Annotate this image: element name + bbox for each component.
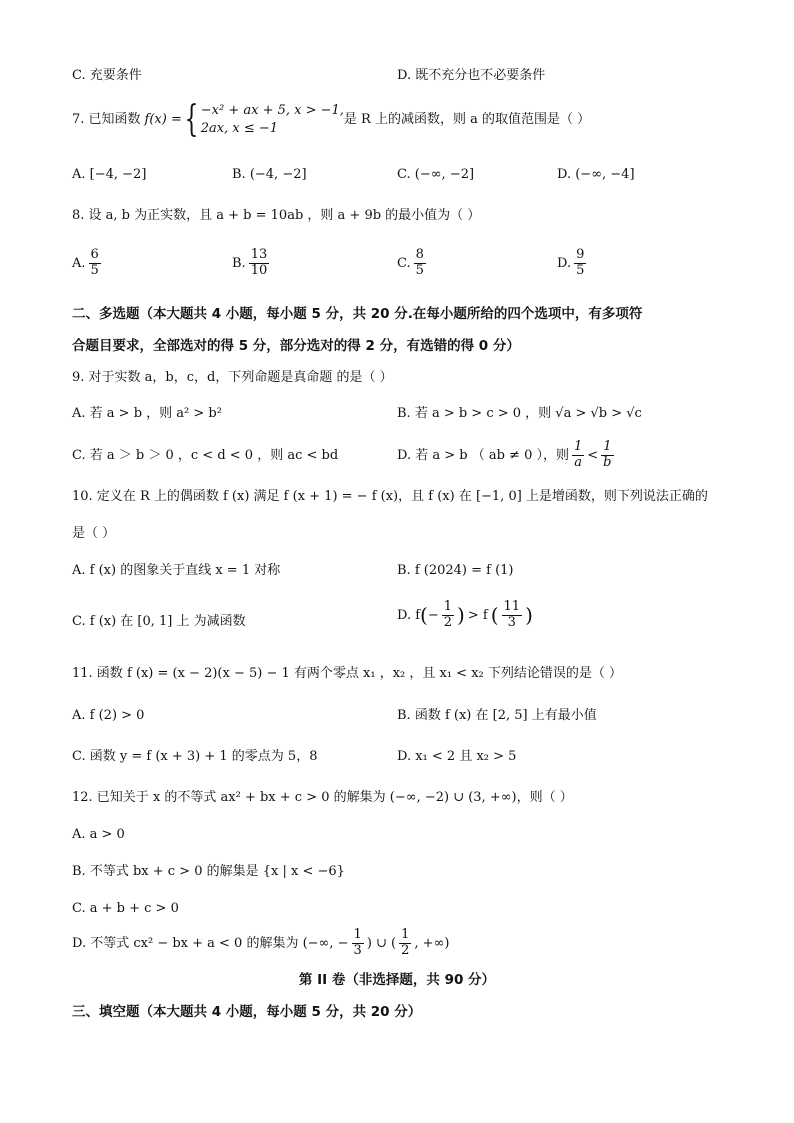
q10-option-d-mid: > f	[467, 607, 488, 623]
q12-option-d-post: , +∞)	[414, 935, 450, 951]
q10-option-d-num2: 11	[503, 599, 521, 614]
q9-option-d-den1: a	[574, 454, 582, 470]
q9-option-d-num1: 1	[573, 439, 583, 454]
q10-option-a: A. f (x) 的图象关于直线 x = 1 对称	[72, 563, 281, 578]
q9-option-b: B. 若 a > b > c > 0 ，则 √a > √b > √c	[397, 406, 642, 421]
q12-option-d-den2: 2	[401, 942, 410, 958]
q7-case-2: 2ax, x ≤ −1	[200, 121, 279, 136]
section2-heading-line2: 合题目要求，全部选对的得 5 分，部分选对的得 2 分，有选错的得 0 分）	[72, 338, 520, 354]
q8-option-c-den: 5	[415, 262, 424, 278]
q6-option-d: D. 既不充分也不必要条件	[397, 68, 546, 83]
q11-option-d: D. x₁ < 2 且 x₂ > 5	[397, 749, 517, 764]
q10-option-d: D. f ( − $\frac{1}{2}$ ) > f ( $\frac{11}{3}$ )	[397, 599, 533, 630]
q8-option-a	[72, 248, 104, 279]
q7-stem	[72, 99, 591, 140]
q8-option-b-den: 10	[250, 262, 268, 278]
q7-prefix: 7. 已知函数	[72, 112, 141, 128]
q7-case-1: −x² + ax + 5, x > −1,	[200, 103, 344, 119]
q8-option-a-num: 6	[90, 247, 99, 262]
q7-option-b: B. (−4, −2]	[232, 167, 307, 182]
q7-piecewise	[182, 99, 344, 140]
q12-option-b: B. 不等式 bx + c > 0 的解集是 {x | x < −6}	[72, 864, 345, 879]
section3-heading: 三、填空题（本大题共 4 小题，每小题 5 分，共 20 分）	[72, 1004, 422, 1020]
q12-option-d-pre: D. 不等式 cx² − bx + a < 0 的解集为 (−∞, −	[72, 935, 349, 951]
q7-option-c: C. (−∞, −2]	[397, 167, 475, 182]
q9-option-d-lt: <	[587, 447, 599, 463]
q7-brace: {	[184, 99, 199, 140]
q8-option-d-den: 5	[576, 262, 585, 278]
q8-option-d-num: 9	[576, 247, 585, 262]
part2-title: 第 II 卷（非选择题，共 90 分）	[298, 972, 496, 988]
q8-option-d-label: D.	[557, 255, 572, 271]
q8-option-b-label: B.	[232, 255, 246, 271]
q10-option-d-den1: 2	[443, 614, 453, 630]
q7-func: f(x) =	[144, 112, 182, 128]
q10-option-b: B. f (2024) = f (1)	[397, 563, 514, 578]
q6-option-c: C. 充要条件	[72, 68, 142, 83]
q10-option-d-pre: D. f	[397, 607, 421, 623]
q8-option-c-label: C.	[397, 255, 411, 271]
q12-option-d-num2: 1	[401, 927, 410, 942]
q12-option-c: C. a + b + c > 0	[72, 901, 179, 916]
q8-option-c	[397, 248, 429, 279]
q11-option-c: C. 函数 y = f (x + 3) + 1 的零点为 5，8	[72, 749, 318, 764]
q9-option-a: A. 若 a > b ，则 a² > b²	[72, 406, 222, 421]
q11-option-a: A. f (2) > 0	[72, 708, 145, 723]
q11-stem: 11. 函数 f (x) = (x − 2)(x − 5) − 1 有两个零点 x₁ ，x₂ ，且 x₁ < x₂ 下列结论错误的是（ ）	[72, 666, 623, 681]
q12-option-d	[72, 928, 449, 959]
q10-option-c: C. f (x) 在 [0, 1] 上 为减函数	[72, 614, 246, 629]
q12-option-d-num1: 1	[353, 927, 362, 942]
q12-stem: 12. 已知关于 x 的不等式 ax² + bx + c > 0 的解集为 (−∞, −2) ∪ (3, +∞)，则（ ）	[72, 790, 573, 805]
q10-option-d-den2: 3	[507, 614, 516, 630]
q8-option-a-den: 5	[90, 262, 99, 278]
q7-option-d: D. (−∞, −4]	[557, 167, 635, 182]
q8-option-a-label: A.	[72, 255, 86, 271]
q12-option-a: A. a > 0	[72, 827, 125, 842]
q9-option-d	[397, 440, 617, 471]
q7-suffix: 是 R 上的减函数，则 a 的取值范围是（ ）	[343, 112, 591, 128]
q10-stem-line2: 是（ ）	[72, 526, 116, 541]
q8-option-b	[232, 248, 272, 279]
q9-option-d-text: D. 若 a > b （ ab ≠ 0 ），则	[397, 447, 569, 463]
q10-stem-line1: 10. 定义在 R 上的偶函数 f (x) 满足 f (x + 1) = − f (x)，且 f (x) 在 [−1, 0] 上是增函数，则下列说法正确的	[72, 489, 708, 504]
section2-heading-line1: 二、多选题（本大题共 4 小题，每小题 5 分，共 20 分.在每小题所给的四个选项中，有多项符	[72, 306, 643, 322]
q12-option-d-den1: 3	[353, 942, 362, 958]
q9-option-d-den2: b	[603, 454, 612, 470]
q9-option-c: C. 若 a ＞ b ＞ 0 ，c < d < 0 ，则 ac < bd	[72, 448, 339, 463]
q8-option-b-num: 13	[250, 247, 268, 262]
q10-option-d-num1: 1	[443, 599, 453, 614]
q7-option-a: A. [−4, −2]	[72, 167, 147, 182]
q9-stem: 9. 对于实数 a，b，c，d，下列命题是真命题 的是（ ）	[72, 370, 393, 385]
q8-option-c-num: 8	[415, 247, 424, 262]
q11-option-b: B. 函数 f (x) 在 [2, 5] 上有最小值	[397, 708, 597, 723]
q12-option-d-mid: ) ∪ (	[366, 935, 397, 951]
q8-option-d	[557, 248, 589, 279]
q8-stem: 8. 设 a, b 为正实数，且 a + b = 10ab ，则 a + 9b 的最小值为（ ）	[72, 208, 481, 223]
q9-option-d-num2: 1	[601, 440, 613, 456]
